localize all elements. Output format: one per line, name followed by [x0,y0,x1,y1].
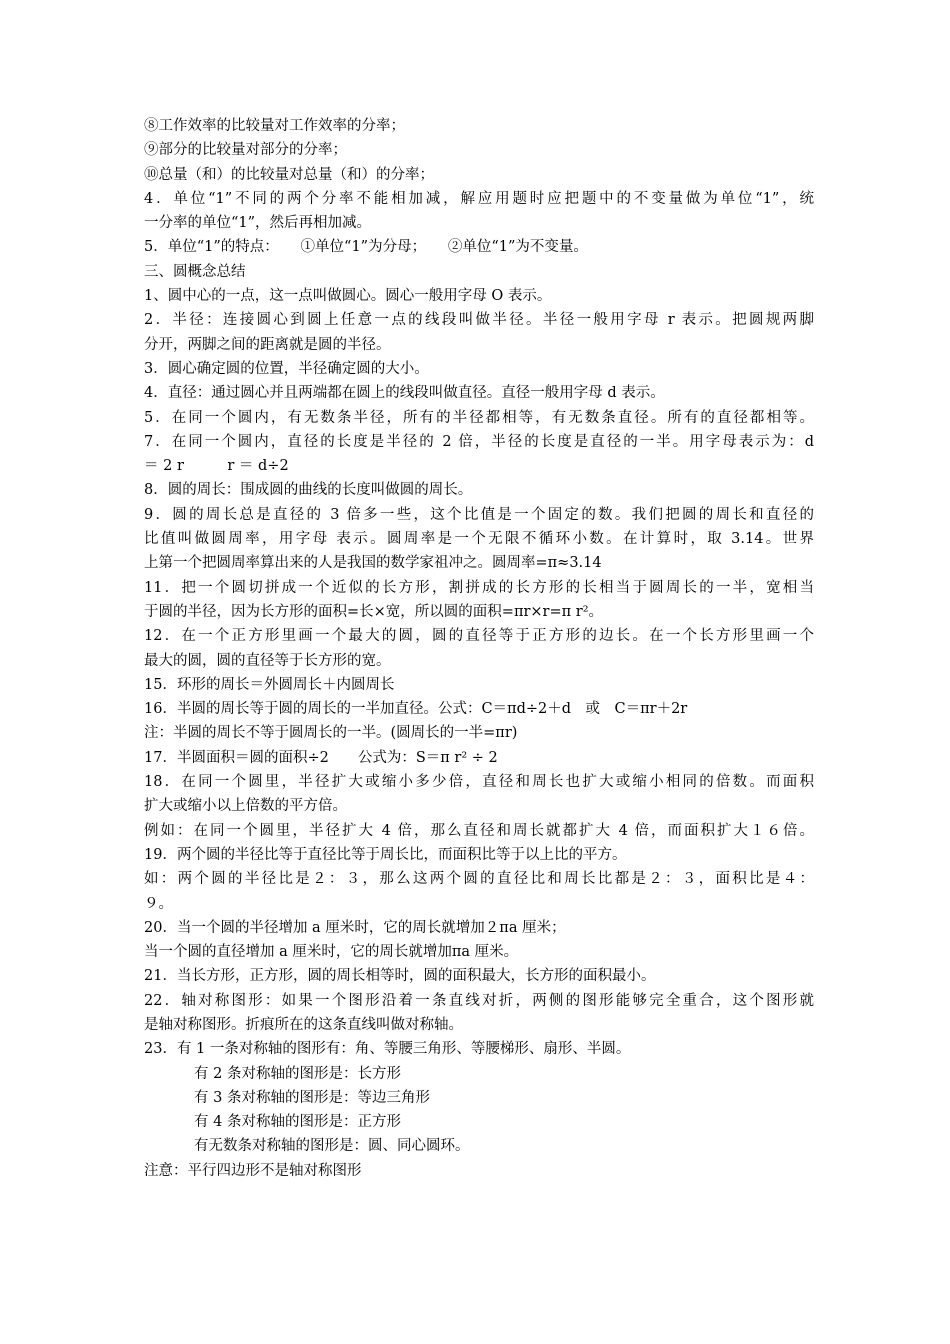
text-line: 分开，两脚之间的距离就是圆的半径。 [144,336,391,353]
text-line: 12．在一个正方形里画一个最大的圆，圆的直径等于正方形的边长。在一个长方形里画一个 [144,628,814,645]
text-line: 8．圆的周长：围成圆的曲线的长度叫做圆的周长。 [144,482,473,499]
text-line: 有 4 条对称轴的图形是：正方形 [194,1114,401,1131]
text-line: 一分率的单位“1”，然后再相加减。 [144,215,372,232]
text-line: 于圆的半径，因为长方形的面积=长×宽，所以圆的面积=πr×r=π r²。 [144,603,604,620]
text-line: 有 3 条对称轴的图形是：等边三角形 [194,1089,430,1106]
text-line: 4．直径：通过圆心并且两端都在圆上的线段叫做直径。直径一般用字母 d 表示。 [144,385,665,402]
text-line: 15．环形的周长＝外圆周长＋内圆周长 [144,676,395,693]
text-line: 3．圆心确定圆的位置，半径确定圆的大小。 [144,360,429,377]
text-line: 5．在同一个圆内，有无数条半径，所有的半径都相等，有无数条直径。所有的直径都相等。 [144,409,814,426]
text-line: 上第一个把圆周率算出来的人是我国的数学家祖冲之。圆周率=π≈3.14 [144,555,602,572]
text-line: 1、圆中心的一点，这一点叫做圆心。圆心一般用字母 O 表示。 [144,288,552,305]
text-line: 2．半径：连接圆心到圆上任意一点的线段叫做半径。半径一般用字母 r 表示。把圆规两脚 [144,312,814,329]
text-line: 22．轴对称图形：如果一个图形沿着一条直线对折，两侧的图形能够完全重合，这个图形就 [144,992,814,1009]
text-line: 11．把一个圆切拼成一个近似的长方形，割拼成的长方形的长相当于圆周长的一半，宽相当 [144,579,814,596]
text-line: 16．半圆的周长等于圆的周长的一半加直径。公式：C＝πd÷2＋d 或 C＝πr＋2r [144,701,688,718]
text-line: 18．在同一个圆里，半径扩大或缩小多少倍，直径和周长也扩大或缩小相同的倍数。而面积 [144,774,814,791]
text-line: 17．半圆面积＝圆的面积÷2 公式为：S＝π r² ÷ 2 [144,749,498,766]
text-line: 扩大或缩小以上倍数的平方倍。 [144,798,347,815]
text-line: 三、圆概念总结 [144,263,246,280]
text-line: 有 2 条对称轴的图形是：长方形 [194,1065,401,1082]
text-line: 19．两个圆的半径比等于直径比等于周长比，而面积比等于以上比的平方。 [144,846,627,863]
text-line: ＝ 2 r r ＝ d÷2 [144,458,289,475]
text-line: ⑨部分的比较量对部分的分率； [144,142,347,159]
text-line: 最大的圆，圆的直径等于长方形的宽。 [144,652,391,669]
text-line: 比值叫做圆周率，用字母 表示。圆周率是一个无限不循环小数。在计算时，取 3.14。世界 [144,531,814,548]
text-line: 7．在同一个圆内，直径的长度是半径的 2 倍，半径的长度是直径的一半。用字母表示为：d [144,433,814,450]
text-line: 注：半圆的周长不等于圆周长的一半。(圆周长的一半=πr) [144,725,518,742]
text-line: 4．单位“1”不同的两个分率不能相加减，解应用题时应把题中的不变量做为单位“1”，统 [144,190,814,207]
text-line: ⑧工作效率的比较量对工作效率的分率； [144,118,405,134]
text-line: 注意：平行四边形不是轴对称图形 [144,1162,362,1179]
text-line: 5．单位“1”的特点： ①单位“1”为分母； ②单位“1”为不变量。 [144,239,588,256]
text-line: 当一个圆的直径增加 a 厘米时，它的周长就增加πa 厘米。 [144,944,519,961]
text-line: 有无数条对称轴的图形是：圆、同心圆环。 [194,1138,470,1155]
text-line: 是轴对称图形。折痕所在的这条直线叫做对称轴。 [144,1016,463,1033]
text-line: ９。 [144,895,173,912]
text-line: 例如：在同一个圆里，半径扩大 4 倍，那么直径和周长就都扩大 4 倍，而面积扩大１６倍。 [144,822,814,839]
text-line: 9．圆的周长总是直径的 3 倍多一些，这个比值是一个固定的数。我们把圆的周长和直径的 [144,506,814,523]
text-line: 20．当一个圆的半径增加 a 厘米时，它的周长就增加２πa 厘米； [144,919,566,936]
text-line: ⑩总量（和）的比较量对总量（和）的分率； [144,166,434,183]
document-page [144,114,814,1183]
text-line: 21．当长方形，正方形，圆的周长相等时，圆的面积最大，长方形的面积最小。 [144,968,656,985]
text-line: 23．有 1 一条对称轴的图形有：角、等腰三角形、等腰梯形、扇形、半圆。 [144,1041,631,1058]
text-line: 如：两个圆的半径比是２：３，那么这两个圆的直径比和周长比都是２：３，面积比是４： [144,871,814,888]
